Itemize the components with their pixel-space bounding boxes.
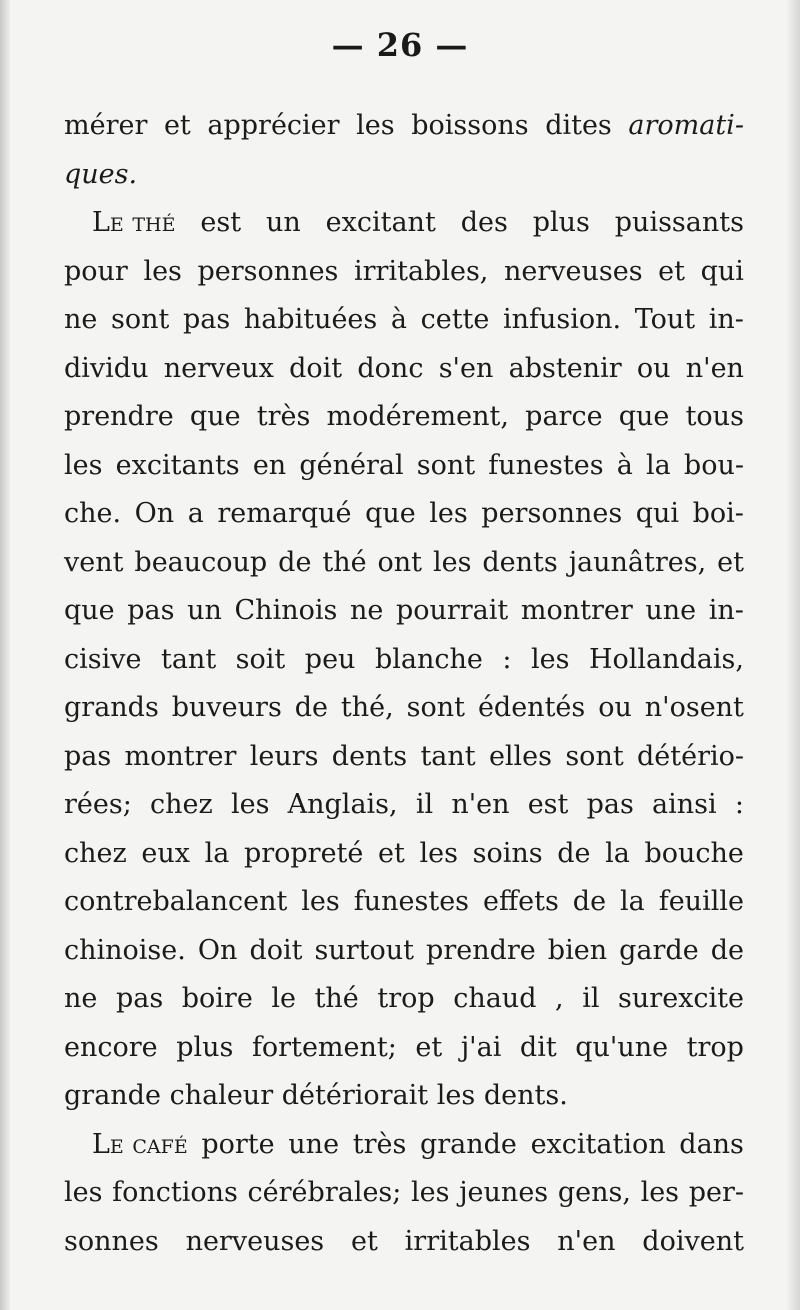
text-line: les fonctions cérébrales; les jeunes gens, les per- — [64, 1177, 744, 1208]
text-line: dividu nerveux doit donc s'en abstenir ou n'en — [64, 352, 744, 384]
text-line: encore plus fortement; et j'ai dit qu'une trop — [64, 1031, 744, 1063]
text-line: chez eux la propreté et les soins de la bouche — [64, 837, 744, 869]
page-number: — 26 — — [331, 26, 469, 64]
text-line: cisive tant soit peu blanche : les Hollandais, — [64, 643, 744, 675]
text-line: che. On a remarqué que les personnes qui boi- — [64, 498, 744, 529]
text-line: mérer et apprécier les boissons dites aromati- — [64, 110, 744, 141]
text-line: pour les personnes irritables, nerveuses et qui — [64, 255, 744, 287]
text-line: ne sont pas habituées à cette infusion. Tout in- — [64, 304, 744, 335]
text-line: les excitants en général sont funestes à la bou- — [64, 449, 744, 481]
body-text — [64, 102, 744, 1266]
text-line: grands buveurs de thé, sont édentés ou n'osent — [64, 692, 744, 723]
text-line: sonnes nerveuses et irritables n'en doivent — [64, 1225, 744, 1257]
section-lead-the: Le thé — [92, 207, 176, 238]
text-line: Le café porte une très grande excitation dans — [64, 1121, 744, 1170]
text-line: Le thé est un excitant des plus puissants — [64, 199, 744, 248]
section-lead-cafe: Le café — [92, 1128, 188, 1160]
text-line: grande chaleur détériorait les dents. — [64, 1080, 568, 1111]
page-left-edge — [0, 0, 10, 1310]
text-line: chinoise. On doit surtout prendre bien garde de — [64, 934, 744, 966]
text-line: contrebalancent les funestes effets de la feuille — [64, 886, 744, 917]
text-line: pas montrer leurs dents tant elles sont détério- — [64, 740, 744, 772]
text-line: que pas un Chinois ne pourrait montrer une in- — [64, 595, 744, 626]
text-line: rées; chez les Anglais, il n'en est pas ainsi : — [64, 789, 744, 820]
text-line: ne pas boire le thé trop chaud , il surexcite — [64, 983, 744, 1014]
page-right-edge — [786, 0, 800, 1310]
text-line: vent beaucoup de thé ont les dents jaunâtres, et — [64, 546, 744, 578]
text-line: ques. — [64, 158, 138, 190]
text-line: prendre que très modérement, parce que tous — [64, 401, 744, 432]
